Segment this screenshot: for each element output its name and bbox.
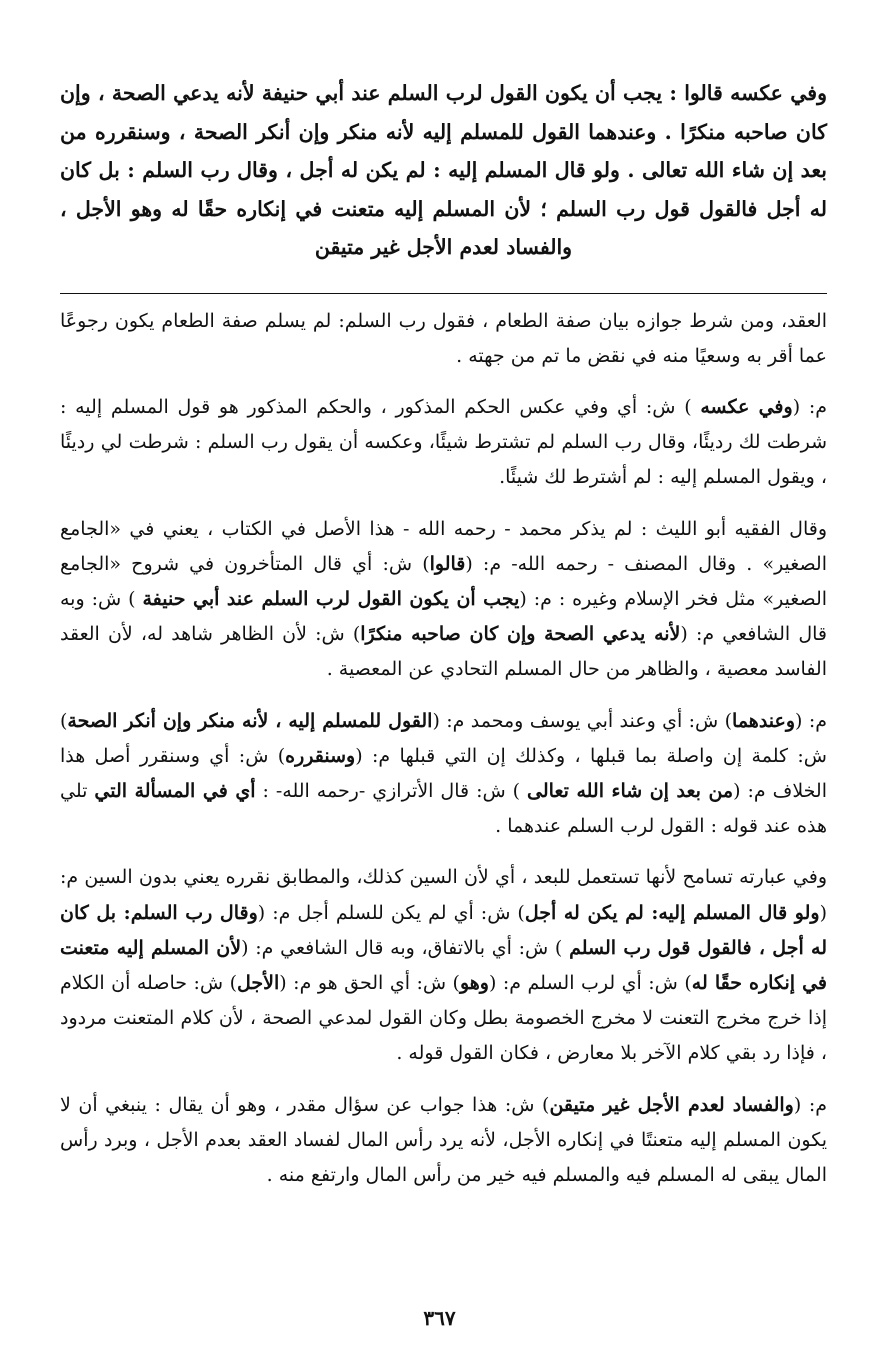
quoted-text: لأنه يدعي الصحة وإن كان صاحبه منكرًا <box>360 623 681 646</box>
commentary-paragraph <box>60 1088 827 1194</box>
quoted-text: وقال رب السلم: بل كان له أجل ، فالقول قول رب السلم <box>60 901 827 959</box>
main-text <box>60 74 827 267</box>
commentary-text: وقال الفقيه أبو الليث : لم يذكر محمد - رحمه الله - هذا الأصل في الكتاب ، يعني في «الجامع الصغير» . وقال المصنف - رحمه الله- م: ( <box>60 517 827 575</box>
commentary-paragraph <box>60 704 827 845</box>
commentary <box>60 304 827 1194</box>
quoted-text: ولو قال المسلم إليه: لم يكن له أجل <box>524 901 820 924</box>
commentary-text: ) ش: كلمة إن واصلة بما قبلها ، وكذلك إن التي قبلها م: ( <box>60 709 827 767</box>
commentary-paragraph <box>60 860 827 1071</box>
commentary-text: ) ش: أي الحق هو م: ( <box>279 971 460 994</box>
commentary-text: ) ش: أي لم يكن للسلم أجل م: ( <box>257 901 525 924</box>
main-paragraph: وفي عكسه قالوا : يجب أن يكون القول لرب السلم عند أبي حنيفة لأنه يدعي الصحة ، وإن كان صاحبه منكرًا . وعندهما القول للمسلم إليه لأنه منكر وإن أنكر الصحة ، وسنقرره من بعد إن شاء الله تعالى . ولو قال المسلم إليه : لم يكن له أجل ، وقال رب السلم : بل كان له أجل فالقول قول رب السلم ؛ لأن المسلم إليه متعنت في إنكاره حقًا له وهو الأجل ، والفساد لعدم الأجل غير متيقن <box>60 81 827 259</box>
commentary-text: تلي هذه عند قوله : القول لرب السلم عندهما . <box>60 779 827 838</box>
page-body <box>60 74 827 1209</box>
commentary-text: ) ش: أي وسنقرر أصل هذا الخلاف م: ( <box>60 744 827 802</box>
commentary-text: ) ش: أي وفي عكس الحكم المذكور ، والحكم المذكور هو قول المسلم إليه : شرطت لك رديئًا، وقال رب السلم لم تشترط شيئًا، وعكسه أن يقول رب السلم : شرطت لي رديئًا ، ويقول المسلم إليه : لم أشترط لك شيئًا. <box>60 395 827 489</box>
commentary-text: ) ش: هذا جواب عن سؤال مقدر ، وهو أن يقال : ينبغي أن لا يكون المسلم إليه متعنتًا في إنكاره الأجل، لأنه يرد رأس المال لفساد العقد بعدم الأجل ، وبرد رأس المال يبقى له المسلم فيه والمسلم فيه خير من رأس المال وارتفع منه . <box>60 1093 827 1186</box>
quoted-text: من بعد إن شاء الله تعالى <box>527 779 734 802</box>
quoted-text: والفساد لعدم الأجل غير متيقن <box>549 1093 794 1116</box>
commentary-text: ) ش: أي بالاتفاق، وبه قال الشافعي م: ( <box>241 936 570 959</box>
quoted-text: قالوا <box>429 552 466 575</box>
commentary-text: ) ش: أي وعند أبي يوسف ومحمد م: ( <box>432 709 733 732</box>
quoted-text: وفي عكسه <box>700 395 793 418</box>
divider-rule <box>60 293 827 294</box>
quoted-text: يجب أن يكون القول لرب السلم عند أبي حنيفة <box>142 587 520 610</box>
quoted-text: وعندهما <box>732 709 796 732</box>
commentary-paragraph <box>60 304 827 374</box>
quoted-text: لأن المسلم إليه متعنت في إنكاره حقًا له <box>60 936 827 994</box>
commentary-text: العقد، ومن شرط جوازه بيان صفة الطعام ، فقول رب السلم: لم يسلم صفة الطعام يكون رجوعًا عما أقر به وسعيًا منه في نقض ما تم من جهته . <box>60 309 827 367</box>
quoted-text: القول للمسلم إليه ، لأنه منكر وإن أنكر الصحة <box>67 709 433 732</box>
quoted-text: وهو <box>459 971 489 994</box>
commentary-text: ) ش: لأن الظاهر شاهد له، لأن العقد الفاسد معصية ، والظاهر من حال المسلم التحادي عن المعصية . <box>60 623 827 681</box>
commentary-text: م: ( <box>795 709 827 732</box>
commentary-text: ) ش: حاصله أن الكلام إذا خرج مخرج التعنت لا مخرج الخصومة بطل وكان القول لمدعي الصحة ، لأن كلام المتعنت مردود ، فإذا رد بقي كلام الآخر بلا معارض ، فكان القول قوله . <box>60 971 827 1065</box>
commentary-paragraph <box>60 390 827 496</box>
commentary-text: م: ( <box>793 1093 827 1116</box>
quoted-text: أي في المسألة التي <box>94 779 256 802</box>
commentary-text: ) ش: أي قال المتأخرون في شروح «الجامع الصغير» مثل فخر الإسلام وغيره : م: ( <box>60 552 828 610</box>
commentary-text: م: ( <box>792 395 827 418</box>
page-number: ٣٦٧ <box>423 1306 456 1330</box>
quoted-text: وسنقرره <box>285 744 356 767</box>
quoted-text: الأجل <box>237 971 280 994</box>
commentary-paragraph <box>60 512 827 688</box>
commentary-text: وفي عبارته تسامح لأنها تستعمل للبعد ، أي لأن السين كذلك، والمطابق نقرره يعني بدون السين م: ( <box>60 866 827 924</box>
commentary-text: ) ش: وبه قال الشافعي م: ( <box>60 587 827 646</box>
commentary-text: ) ش: أي لرب السلم م: ( <box>488 971 692 994</box>
commentary-text: ) ش: قال الأترازي -رحمه الله- : <box>255 779 528 802</box>
